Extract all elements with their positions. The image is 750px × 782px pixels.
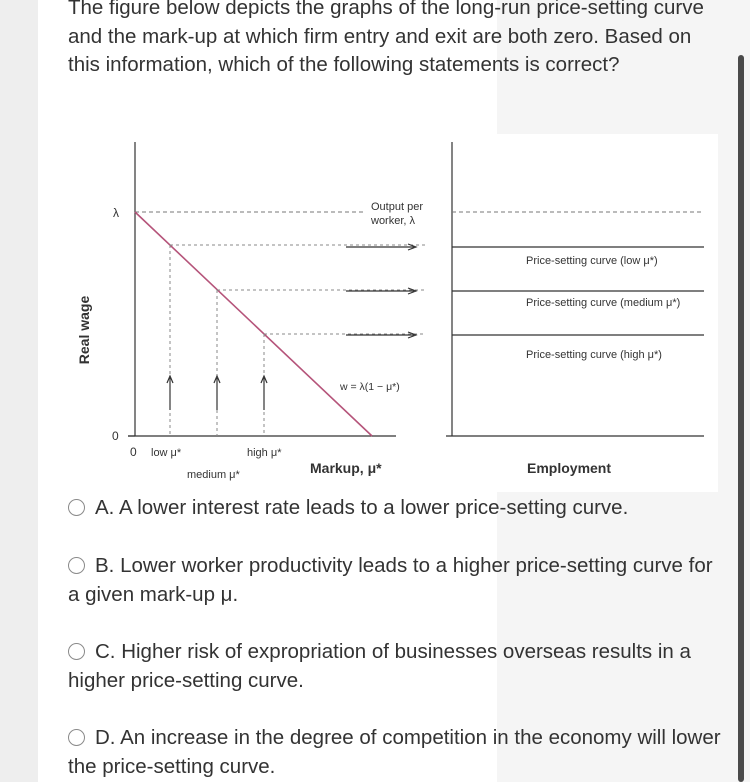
left-rail xyxy=(0,0,38,782)
option-c[interactable] xyxy=(68,638,728,695)
radio-option-c[interactable] xyxy=(68,643,85,660)
curve-high-label: Price-setting curve (high μ*) xyxy=(526,349,662,361)
option-a-text: A lower interest rate leads to a lower price-setting curve. xyxy=(118,496,629,519)
high-mu-label: high μ* xyxy=(247,447,282,459)
y-axis-label: Real wage xyxy=(76,295,92,365)
medium-mu-label: medium μ* xyxy=(187,469,240,481)
option-d-text: An increase in the degree of competition in the economy will lower the price-setting curve. xyxy=(68,726,721,778)
option-c-letter: C. xyxy=(95,640,116,663)
option-b[interactable] xyxy=(68,552,728,609)
option-b-text: Lower worker productivity leads to a higher price-setting curve for a given mark-up μ. xyxy=(68,554,713,606)
figure-svg xyxy=(56,134,718,492)
radio-option-d[interactable] xyxy=(68,729,85,746)
option-a[interactable] xyxy=(68,494,728,523)
curve-medium-label: Price-setting curve (medium μ*) xyxy=(526,297,681,309)
low-mu-label: low μ* xyxy=(151,447,182,459)
y-zero-label: 0 xyxy=(112,429,119,443)
markup-axis-label: Markup, μ* xyxy=(310,460,382,476)
radio-option-a[interactable] xyxy=(68,499,85,516)
radio-option-b[interactable] xyxy=(68,557,85,574)
option-c-text: Higher risk of expropriation of businesses overseas results in a higher price-setting curve. xyxy=(68,640,691,692)
wage-equation-label: w = λ(1 − μ*) xyxy=(340,381,400,393)
price-setting-figure xyxy=(56,134,718,492)
curve-low-label: Price-setting curve (low μ*) xyxy=(526,255,658,267)
output-label-line1: Output per xyxy=(371,201,423,213)
question-text: The figure below depicts the graphs of the long-run price-setting curve and the mark-up at which firm entry and exit are both zero. Based on this information, which of the following statements is correct? xyxy=(68,0,704,76)
option-d[interactable] xyxy=(68,724,728,781)
output-label-line2: worker, λ xyxy=(371,215,416,227)
option-d-letter: D. xyxy=(95,726,116,749)
scrollbar[interactable] xyxy=(738,55,744,782)
lambda-tick-label: λ xyxy=(113,206,119,220)
employment-axis-label: Employment xyxy=(527,460,612,476)
x-zero-label: 0 xyxy=(130,445,137,459)
option-b-letter: B. xyxy=(95,554,115,577)
option-a-letter: A. xyxy=(95,496,115,519)
